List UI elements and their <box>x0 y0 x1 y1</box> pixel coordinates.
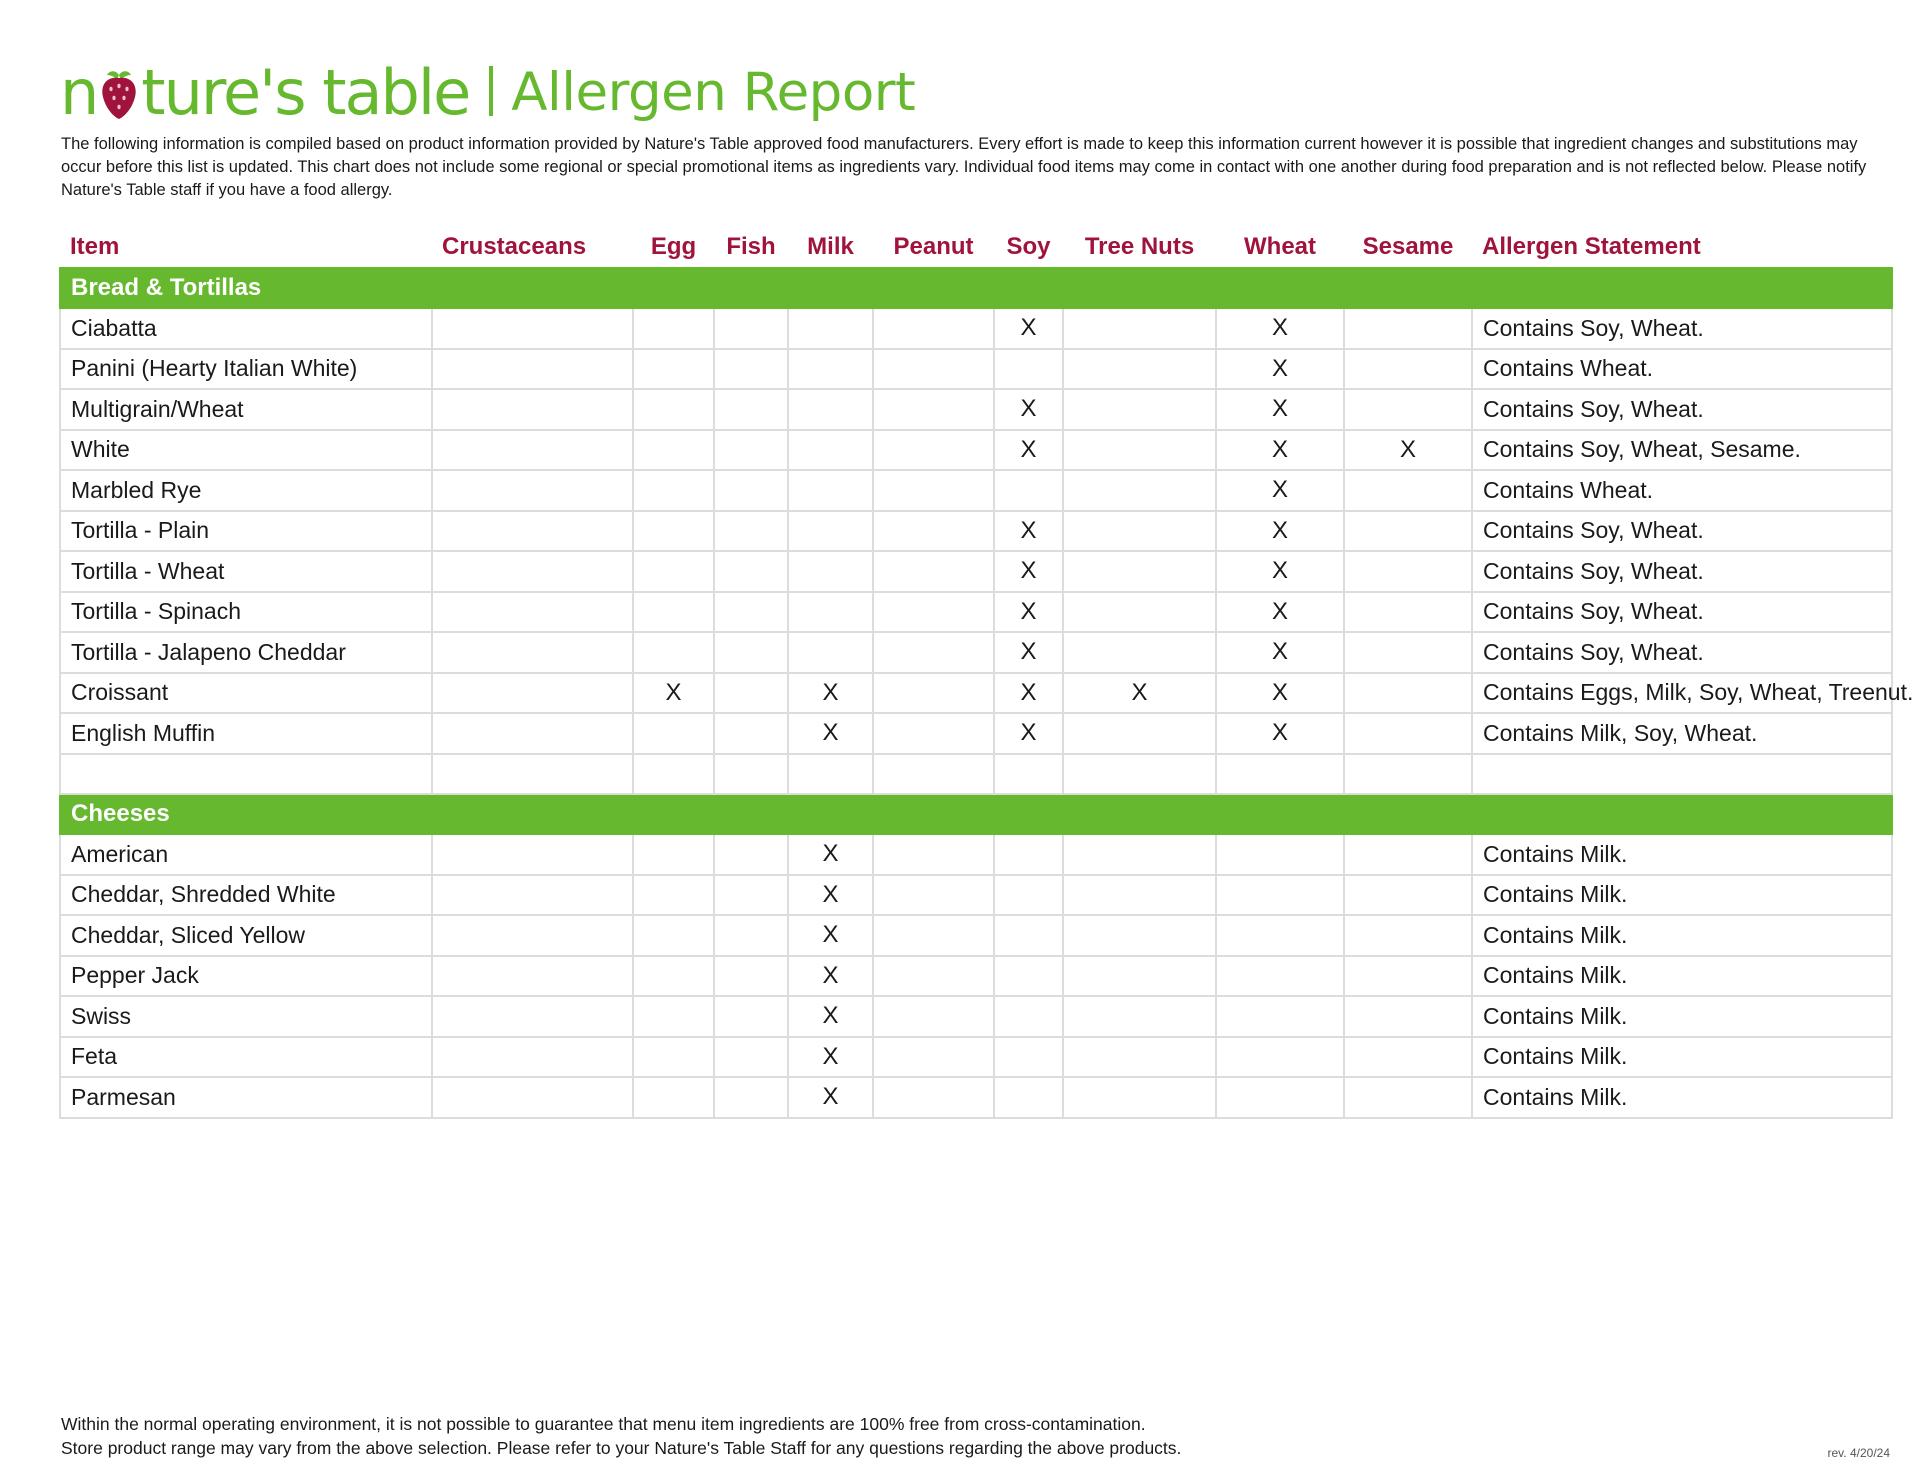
allergen-mark-cell <box>873 470 994 511</box>
allergen-mark-cell: X <box>994 713 1063 754</box>
col-header-allergen-statement: Allergen Statement <box>1482 232 1701 260</box>
allergen-mark-cell <box>1344 875 1472 916</box>
allergen-mark-cell <box>788 308 873 349</box>
allergen-mark-cell <box>1344 1037 1472 1078</box>
allergen-mark-cell <box>714 551 788 592</box>
report-header <box>60 52 916 129</box>
allergen-mark-cell <box>633 875 714 916</box>
allergen-mark-cell: X <box>1216 592 1344 633</box>
allergen-mark-cell <box>714 389 788 430</box>
allergen-mark-cell <box>633 713 714 754</box>
title-divider <box>489 66 493 116</box>
allergen-mark-cell <box>714 875 788 916</box>
allergen-mark-cell <box>633 632 714 673</box>
item-name-cell: Cheddar, Shredded White <box>60 875 432 916</box>
col-header-sesame: Sesame <box>1362 232 1454 260</box>
allergen-mark-cell <box>432 592 633 633</box>
allergen-mark-cell: X <box>1216 349 1344 390</box>
allergen-mark-cell <box>432 308 633 349</box>
allergen-mark-cell: X <box>1216 308 1344 349</box>
allergen-mark-cell <box>788 754 873 795</box>
table-row <box>60 592 1892 633</box>
table-row <box>60 875 1892 916</box>
item-name-cell: Feta <box>60 1037 432 1078</box>
allergen-mark-cell <box>994 956 1063 997</box>
col-header-item: Item <box>70 232 120 260</box>
allergen-statement-cell: Contains Milk, Soy, Wheat. <box>1472 713 1892 754</box>
allergen-statement-cell: Contains Milk. <box>1472 1037 1892 1078</box>
allergen-mark-cell <box>432 632 633 673</box>
allergen-mark-cell <box>714 592 788 633</box>
allergen-mark-cell <box>1063 349 1216 390</box>
allergen-mark-cell <box>994 754 1063 795</box>
allergen-mark-cell <box>633 349 714 390</box>
allergen-statement-cell: Contains Milk. <box>1472 875 1892 916</box>
allergen-mark-cell <box>1344 754 1472 795</box>
allergen-mark-cell <box>432 754 633 795</box>
allergen-mark-cell <box>1063 956 1216 997</box>
allergen-mark-cell: X <box>1216 673 1344 714</box>
allergen-mark-cell <box>714 349 788 390</box>
allergen-mark-cell <box>432 956 633 997</box>
allergen-mark-cell <box>873 956 994 997</box>
allergen-mark-cell <box>432 713 633 754</box>
item-name-cell: Panini (Hearty Italian White) <box>60 349 432 390</box>
allergen-mark-cell <box>714 308 788 349</box>
table-row <box>60 713 1892 754</box>
allergen-mark-cell <box>1063 632 1216 673</box>
allergen-mark-cell <box>633 308 714 349</box>
table-row <box>60 956 1892 997</box>
table-row <box>60 834 1892 875</box>
allergen-mark-cell <box>1063 430 1216 471</box>
column-header-row <box>60 226 1892 268</box>
allergen-mark-cell <box>714 632 788 673</box>
allergen-statement-cell: Contains Soy, Wheat. <box>1472 511 1892 552</box>
allergen-mark-cell <box>1063 592 1216 633</box>
allergen-mark-cell <box>873 1077 994 1118</box>
allergen-mark-cell <box>714 511 788 552</box>
allergen-mark-cell: X <box>788 834 873 875</box>
allergen-mark-cell <box>788 470 873 511</box>
allergen-mark-cell <box>633 592 714 633</box>
allergen-mark-cell <box>432 673 633 714</box>
revision-label: rev. 4/20/24 <box>1827 1446 1890 1460</box>
table-row <box>60 430 1892 471</box>
allergen-mark-cell <box>432 511 633 552</box>
allergen-mark-cell <box>873 713 994 754</box>
allergen-mark-cell <box>1344 713 1472 754</box>
allergen-mark-cell <box>1063 389 1216 430</box>
allergen-mark-cell <box>1063 511 1216 552</box>
allergen-mark-cell <box>873 308 994 349</box>
allergen-mark-cell: X <box>1216 632 1344 673</box>
allergen-mark-cell <box>1063 713 1216 754</box>
allergen-mark-cell <box>873 754 994 795</box>
allergen-mark-cell <box>714 834 788 875</box>
col-header-crustaceans: Crustaceans <box>442 232 587 260</box>
allergen-mark-cell: X <box>1216 551 1344 592</box>
group-header-row <box>60 268 1892 308</box>
allergen-mark-cell <box>432 430 633 471</box>
allergen-mark-cell <box>432 551 633 592</box>
allergen-mark-cell <box>1344 470 1472 511</box>
allergen-mark-cell <box>788 592 873 633</box>
allergen-mark-cell <box>432 1077 633 1118</box>
allergen-mark-cell <box>714 1037 788 1078</box>
allergen-mark-cell <box>1216 915 1344 956</box>
allergen-mark-cell: X <box>1344 430 1472 471</box>
allergen-mark-cell <box>994 349 1063 390</box>
allergen-mark-cell <box>633 996 714 1037</box>
allergen-mark-cell <box>432 470 633 511</box>
allergen-mark-cell <box>1344 551 1472 592</box>
allergen-mark-cell <box>1063 551 1216 592</box>
allergen-mark-cell <box>714 915 788 956</box>
allergen-mark-cell <box>873 551 994 592</box>
allergen-mark-cell: X <box>788 673 873 714</box>
allergen-mark-cell: X <box>788 875 873 916</box>
allergen-mark-cell <box>873 632 994 673</box>
allergen-statement-cell: Contains Soy, Wheat. <box>1472 551 1892 592</box>
table-row <box>60 632 1892 673</box>
allergen-mark-cell <box>714 754 788 795</box>
allergen-mark-cell <box>873 915 994 956</box>
table-row <box>60 754 1892 795</box>
item-name-cell: Tortilla - Wheat <box>60 551 432 592</box>
allergen-mark-cell: X <box>994 308 1063 349</box>
strawberry-icon <box>98 69 140 121</box>
allergen-mark-cell <box>1344 673 1472 714</box>
allergen-statement-cell: Contains Milk. <box>1472 915 1892 956</box>
table-row <box>60 673 1892 714</box>
allergen-mark-cell: X <box>994 551 1063 592</box>
allergen-mark-cell <box>633 470 714 511</box>
allergen-mark-cell <box>788 511 873 552</box>
allergen-mark-cell <box>1063 996 1216 1037</box>
col-header-egg: Egg <box>650 232 697 260</box>
allergen-mark-cell: X <box>994 632 1063 673</box>
item-name-cell: Marbled Rye <box>60 470 432 511</box>
allergen-mark-cell <box>873 349 994 390</box>
allergen-mark-cell <box>1344 834 1472 875</box>
col-header-fish: Fish <box>726 232 776 260</box>
table-row <box>60 349 1892 390</box>
allergen-mark-cell <box>1216 875 1344 916</box>
allergen-mark-cell <box>633 389 714 430</box>
col-header-soy: Soy <box>1006 232 1051 260</box>
allergen-mark-cell <box>714 713 788 754</box>
allergen-mark-cell <box>1063 308 1216 349</box>
allergen-mark-cell <box>432 834 633 875</box>
allergen-mark-cell: X <box>1216 430 1344 471</box>
allergen-mark-cell <box>714 956 788 997</box>
item-name-cell: Croissant <box>60 673 432 714</box>
allergen-mark-cell <box>1344 915 1472 956</box>
allergen-mark-cell <box>994 996 1063 1037</box>
allergen-mark-cell: X <box>994 673 1063 714</box>
allergen-mark-cell <box>432 1037 633 1078</box>
allergen-statement-cell: Contains Soy, Wheat, Sesame. <box>1472 430 1892 471</box>
allergen-mark-cell: X <box>994 389 1063 430</box>
allergen-mark-cell <box>1344 996 1472 1037</box>
allergen-mark-cell: X <box>788 915 873 956</box>
group-title: Bread & Tortillas <box>60 268 1892 308</box>
allergen-statement-cell: Contains Milk. <box>1472 1077 1892 1118</box>
allergen-mark-cell <box>633 1037 714 1078</box>
allergen-mark-cell <box>714 996 788 1037</box>
allergen-mark-cell: X <box>633 673 714 714</box>
allergen-mark-cell <box>714 1077 788 1118</box>
allergen-mark-cell <box>994 470 1063 511</box>
allergen-mark-cell <box>1216 956 1344 997</box>
allergen-mark-cell <box>994 875 1063 916</box>
item-name-cell: Tortilla - Jalapeno Cheddar <box>60 632 432 673</box>
table-row <box>60 1077 1892 1118</box>
allergen-mark-cell <box>714 470 788 511</box>
allergen-mark-cell <box>1344 592 1472 633</box>
allergen-mark-cell <box>633 511 714 552</box>
allergen-statement-cell: Contains Wheat. <box>1472 470 1892 511</box>
item-name-cell: Cheddar, Sliced Yellow <box>60 915 432 956</box>
allergen-mark-cell: X <box>994 511 1063 552</box>
group-header-row <box>60 794 1892 834</box>
allergen-mark-cell <box>1063 875 1216 916</box>
allergen-mark-cell: X <box>788 1037 873 1078</box>
natures-table-logo <box>60 52 470 129</box>
allergen-mark-cell <box>432 915 633 956</box>
allergen-mark-cell <box>788 551 873 592</box>
allergen-mark-cell <box>994 1077 1063 1118</box>
allergen-mark-cell <box>873 1037 994 1078</box>
allergen-mark-cell <box>432 349 633 390</box>
allergen-mark-cell <box>1344 308 1472 349</box>
table-row <box>60 511 1892 552</box>
allergen-mark-cell <box>788 430 873 471</box>
allergen-mark-cell <box>994 915 1063 956</box>
col-header-milk: Milk <box>807 232 854 260</box>
allergen-statement-cell: Contains Soy, Wheat. <box>1472 308 1892 349</box>
allergen-mark-cell <box>1063 1037 1216 1078</box>
item-name-cell: White <box>60 430 432 471</box>
footnote <box>61 1412 1181 1460</box>
item-name-cell: Tortilla - Spinach <box>60 592 432 633</box>
allergen-mark-cell <box>633 834 714 875</box>
item-name-cell: English Muffin <box>60 713 432 754</box>
allergen-mark-cell <box>1063 834 1216 875</box>
allergen-mark-cell <box>714 430 788 471</box>
allergen-mark-cell <box>633 956 714 997</box>
allergen-mark-cell <box>1063 915 1216 956</box>
allergen-mark-cell: X <box>1063 673 1216 714</box>
allergen-mark-cell <box>1063 754 1216 795</box>
allergen-mark-cell <box>432 389 633 430</box>
allergen-mark-cell <box>873 996 994 1037</box>
allergen-mark-cell <box>633 430 714 471</box>
table-row <box>60 996 1892 1037</box>
footnote-line-1: Within the normal operating environment, it is not possible to guarantee that menu item ingredients are 100% free from cross-contamination. <box>61 1414 1146 1434</box>
allergen-mark-cell <box>432 996 633 1037</box>
allergen-mark-cell: X <box>994 430 1063 471</box>
allergen-mark-cell <box>1344 389 1472 430</box>
allergen-mark-cell <box>873 673 994 714</box>
allergen-mark-cell: X <box>1216 713 1344 754</box>
allergen-mark-cell <box>873 511 994 552</box>
page-title: Allergen Report <box>511 62 916 123</box>
allergen-mark-cell <box>873 592 994 633</box>
allergen-mark-cell <box>994 1037 1063 1078</box>
allergen-statement-cell: Contains Eggs, Milk, Soy, Wheat, Treenut. <box>1472 673 1892 714</box>
allergen-mark-cell: X <box>1216 389 1344 430</box>
allergen-statement-cell: Contains Milk. <box>1472 834 1892 875</box>
allergen-mark-cell <box>1216 1037 1344 1078</box>
allergen-statement-cell: Contains Soy, Wheat. <box>1472 592 1892 633</box>
allergen-mark-cell <box>633 1077 714 1118</box>
allergen-mark-cell <box>1344 956 1472 997</box>
allergen-statement-cell: Contains Milk. <box>1472 956 1892 997</box>
table-row <box>60 470 1892 511</box>
allergen-mark-cell <box>788 632 873 673</box>
allergen-mark-cell <box>1216 834 1344 875</box>
item-name-cell: Pepper Jack <box>60 956 432 997</box>
item-name-cell: Parmesan <box>60 1077 432 1118</box>
logo-letter-n: n <box>60 56 98 129</box>
allergen-mark-cell <box>788 349 873 390</box>
allergen-mark-cell <box>1063 1077 1216 1118</box>
allergen-statement-cell: Contains Soy, Wheat. <box>1472 632 1892 673</box>
col-header-peanut: Peanut <box>893 232 974 260</box>
item-name-cell <box>60 754 432 795</box>
allergen-mark-cell <box>873 875 994 916</box>
allergen-mark-cell <box>714 673 788 714</box>
allergen-mark-cell: X <box>1216 470 1344 511</box>
allergen-mark-cell <box>1216 996 1344 1037</box>
allergen-mark-cell <box>1216 754 1344 795</box>
allergen-mark-cell: X <box>1216 511 1344 552</box>
item-name-cell: Tortilla - Plain <box>60 511 432 552</box>
allergen-mark-cell <box>1344 349 1472 390</box>
table-row <box>60 551 1892 592</box>
intro-paragraph: The following information is compiled based on product information provided by Nature's Table approved food manufacturers. Every effort is made to keep this information current however it is possible that ingredient changes and substitutions may occur before this list is updated. This chart does not include some regional or special promotional items as ingredients vary. Individual food items may come in contact with one another during food preparation and is not reflected below. Please notify Nature's Table staff if you have a food allergy. <box>61 135 1867 199</box>
item-name-cell: Swiss <box>60 996 432 1037</box>
footnote-line-2: Store product range may vary from the above selection. Please refer to your Nature's Table Staff for any questions regarding the above products. <box>61 1438 1182 1458</box>
allergen-mark-cell <box>1063 470 1216 511</box>
allergen-mark-cell <box>873 389 994 430</box>
col-header-tree-nuts: Tree Nuts <box>1084 232 1195 260</box>
allergen-mark-cell <box>873 834 994 875</box>
allergen-mark-cell <box>432 875 633 916</box>
allergen-statement-cell: Contains Soy, Wheat. <box>1472 389 1892 430</box>
col-header-wheat: Wheat <box>1244 232 1316 260</box>
item-name-cell: Ciabatta <box>60 308 432 349</box>
allergen-mark-cell: X <box>788 1077 873 1118</box>
allergen-statement-cell <box>1472 754 1892 795</box>
table-row <box>60 915 1892 956</box>
group-title: Cheeses <box>60 794 1892 834</box>
allergen-mark-cell <box>994 834 1063 875</box>
allergen-mark-cell <box>1216 1077 1344 1118</box>
allergen-mark-cell <box>633 754 714 795</box>
table-row <box>60 1037 1892 1078</box>
allergen-mark-cell <box>633 551 714 592</box>
allergen-mark-cell: X <box>788 956 873 997</box>
allergen-mark-cell <box>873 430 994 471</box>
allergen-table <box>59 226 1914 1119</box>
allergen-statement-cell: Contains Milk. <box>1472 996 1892 1037</box>
allergen-mark-cell <box>788 389 873 430</box>
allergen-mark-cell <box>1344 1077 1472 1118</box>
item-name-cell: Multigrain/Wheat <box>60 389 432 430</box>
allergen-mark-cell <box>1344 511 1472 552</box>
allergen-mark-cell: X <box>788 713 873 754</box>
item-name-cell: American <box>60 834 432 875</box>
allergen-mark-cell <box>633 915 714 956</box>
table-row <box>60 389 1892 430</box>
allergen-statement-cell: Contains Wheat. <box>1472 349 1892 390</box>
allergen-mark-cell: X <box>788 996 873 1037</box>
allergen-mark-cell <box>1344 632 1472 673</box>
logo-wordmark: ture's table <box>141 56 470 129</box>
table-row <box>60 308 1892 349</box>
allergen-mark-cell: X <box>994 592 1063 633</box>
